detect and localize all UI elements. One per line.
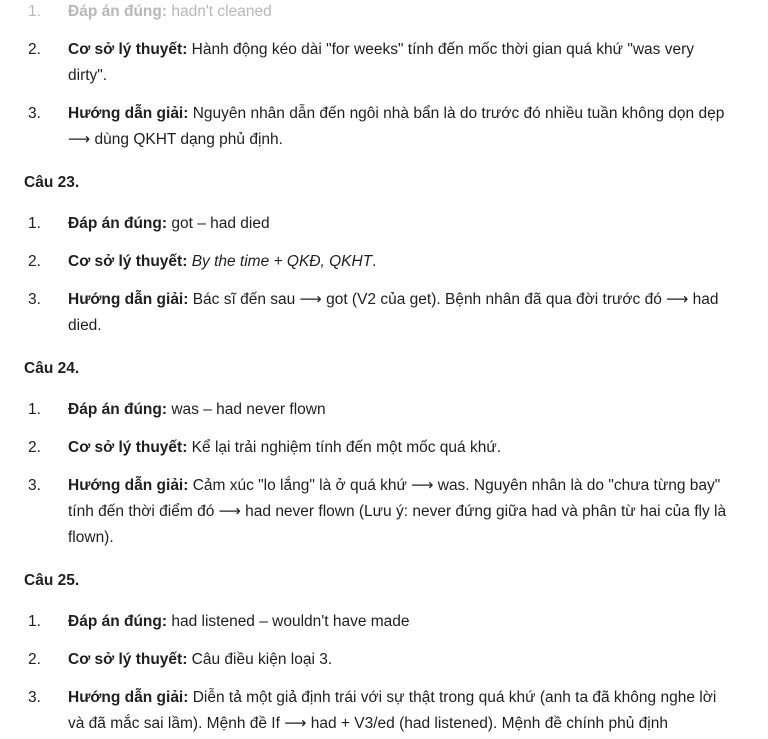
theory-value: Kể lại trải nghiệm tính đến một mốc quá khứ. — [187, 439, 502, 456]
guide-value: Nguyên nhân dẫn đến ngôi nhà bẩn là do trước đó nhiều tuần không dọn dẹp ⟶ dùng QKHT dạng phủ định. — [68, 105, 725, 148]
list-number: 1. — [28, 3, 41, 20]
answer-label: Đáp án đúng: — [68, 613, 168, 630]
guide-value: Bác sĩ đến sau ⟶ got (V2 của get). Bệnh nhân đã qua đời trước đó ⟶ had died. — [68, 291, 719, 334]
question-heading: Câu 25. — [24, 572, 80, 589]
guide-label: Hướng dẫn giải: — [68, 477, 189, 494]
answer-value: had listened – wouldn't have made — [167, 613, 410, 630]
theory-value: By the time + QKĐ, QKHT — [191, 253, 373, 270]
guide-label: Hướng dẫn giải: — [68, 689, 189, 706]
theory-end: . — [372, 253, 377, 270]
guide-label: Hướng dẫn giải: — [68, 291, 189, 308]
theory-label: Cơ sở lý thuyết: — [68, 651, 188, 668]
list-number: 2. — [28, 651, 41, 668]
list-item-text — [68, 609, 734, 635]
list-item-text — [68, 647, 734, 673]
list-number: 2. — [28, 41, 41, 58]
list-item-text — [68, 0, 734, 25]
theory-value: Câu điều kiện loại 3. — [187, 651, 333, 668]
list-number: 1. — [28, 215, 41, 232]
theory-label: Cơ sở lý thuyết: — [68, 253, 188, 270]
answer-value: hadn't cleaned — [167, 3, 272, 20]
answer-label: Đáp án đúng: — [68, 401, 168, 418]
theory-label: Cơ sở lý thuyết: — [68, 41, 188, 58]
list-number: 2. — [28, 253, 41, 270]
list-number: 3. — [28, 105, 41, 122]
list-item-text — [68, 287, 734, 339]
list-item-text — [68, 101, 734, 153]
list-number: 1. — [28, 613, 41, 630]
list-item-text — [68, 37, 734, 89]
guide-label: Hướng dẫn giải: — [68, 105, 189, 122]
list-number: 2. — [28, 439, 41, 456]
list-number: 3. — [28, 291, 41, 308]
list-item-text — [68, 435, 734, 461]
list-item-text — [68, 473, 734, 551]
answer-label: Đáp án đúng: — [68, 215, 168, 232]
theory-label: Cơ sở lý thuyết: — [68, 439, 188, 456]
guide-value: Cảm xúc "lo lắng" là ở quá khứ ⟶ was. Nguyên nhân là do "chưa từng bay" tính đến thời điểm đó ⟶ had never flown (Lưu ý: never đứng giữa had và phân từ hai của fly là flown). — [68, 477, 727, 546]
answer-value: was – had never flown — [167, 401, 326, 418]
answer-value: got – had died — [167, 215, 270, 232]
theory-value: Hành động kéo dài "for weeks" tính đến mốc thời gian quá khứ "was very dirty". — [68, 41, 695, 84]
question-heading: Câu 24. — [24, 360, 80, 377]
question-heading: Câu 23. — [24, 174, 80, 191]
list-item-text — [68, 211, 734, 237]
answer-label: Đáp án đúng: — [68, 3, 168, 20]
list-number: 3. — [28, 477, 41, 494]
guide-value: Diễn tả một giả định trái với sự thật trong quá khứ (anh ta đã không nghe lời và đã mắc sai lầm). Mệnh đề If ⟶ had + V3/ed (had listened). Mệnh đề chính phủ định — [68, 689, 717, 732]
list-number: 3. — [28, 689, 41, 706]
list-item-text — [68, 397, 734, 423]
list-item-text — [68, 249, 734, 275]
list-item-text — [68, 685, 734, 737]
list-number: 1. — [28, 401, 41, 418]
